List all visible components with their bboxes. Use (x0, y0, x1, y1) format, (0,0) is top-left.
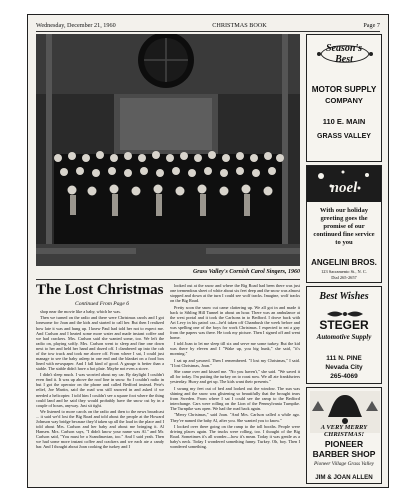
ad4-sign: A VERY MERRY CHRISTMAS! (320, 424, 368, 438)
story-paragraph: I didn't sleep much. I was worried about my car. By daylight I couldn't even find it. It was up above the roof line in snow. So I couldn't radio in but I got the operator on the phone and called Bedford instead. Pete's relief, Joe Martin, said the road was still snowed in and asked if we needed a helicopter. I told him I couldn't see a square foot where the thing could land and he said they would probably have the snow cut by in a couple of hours, anyway. Just sit tight. (36, 372, 164, 408)
story-paragraph: I told Joan to let me sleep till six and serve me some turkey. But the kid was there by eleven and I "Wake up, you big hunk," she said, "it's morning." (170, 341, 300, 357)
story-paragraph: She came over and kissed me. "No you haven't," she said. "We saved it all for today. I'm putting the turkey on to roast now. We all ate frankfurters yesterday. Hurry and get up. The kids want their presents." (170, 369, 300, 385)
noel-banner (307, 166, 381, 202)
ad4-owners: JIM & JOAN ALLEN (315, 474, 373, 481)
ad3-city: Nevada City (325, 364, 363, 371)
ad1-greeting-line2: Best (335, 54, 353, 65)
story-paragraph: Then we turned on the radio and there were Christmas carols and I got lonesome for Joan and the kids and started to call her. But then I realized how late it was and hung up. I knew Paul had told her not to expect me. And Carlson and I heated some more water and made instant coffee and we had crackers. Mrs. Carlson said she wanted some, too. We left the radio on, playing softly. Mrs. Carlson went to sleep and fine one down next to her and held her hand and dozed off. I clambered up into the cab of the tow truck and took me above off. From where I sat, I could just manage to see the baby asleep in one end and the blanket on a food box lined with newspaper. And I fall kind of good. A garage is better than a stable. The stable didn't have a hot plate. Maybe not even a stove. (36, 315, 164, 371)
story-title: The Lost Christmas (36, 282, 164, 298)
story-paragraph: shop near the movie like a baby, which he was. (40, 309, 121, 314)
story-paragraph: looked out at the snow and where the Big Road had been there was just one tremendous sheet of white about six feet deep and the snow was almost stopped and down at the turn I could see wolf tracks. Imagine, wolf tracks on the Big Road. (170, 283, 300, 304)
ad2-business-name: ANGELINI BROS. (311, 258, 377, 267)
story-paragraph: We listened to more carols on the radio and then to the news broadcast ... it said we'd lost the Big Road and told about the people at the Howard Johnson way bridge because they'd taken up all the load in the place and I told about Mrs. Carlson and her baby and about me bringing it. Al Hansen. Mrs. Carlson says, "I didn't know your name was Al." and Mr. Carlson said, "You must be a Scandinavian, too." And I said yeah. Then we had some more instant coffee and crackers and we each ate a candy bar. And I thought about Joan cooking the turkey and I (36, 409, 164, 450)
newspaper-page (27, 14, 389, 488)
ad3-phone: 265-4069 (330, 373, 358, 380)
story-paragraph: I looked over there going on the ramp to the toll booths. People were driving places again. The trucks were rolling, too. I thought of the Big Road. Sometimes it's all wonder—how it's mean. Today it was gentle as a baby's neck. Today I wondered something funny. Turkey. Oh, boy. Then I wondered something. (170, 423, 300, 450)
ad-steger-automotive (306, 286, 382, 384)
header-date: Wednesday, December 21, 1960 (36, 21, 116, 29)
ads-column (306, 34, 382, 484)
choir-photo-image (36, 34, 300, 266)
ad4-business-name: PIONEER BARBER SHOP (312, 439, 376, 459)
choir-photo (36, 34, 300, 266)
story-paragraph: I sat up and yawned. Then I remembered. "I lost my Christmas," I said. "I lost Christmas, Joan." (170, 357, 300, 368)
ad2-message: With our holiday greeting goes the promise of our continued fine service to you (313, 207, 375, 246)
story-continued-note: Continued From Page 6 (74, 301, 129, 307)
ad3-business-name: STEGER (319, 318, 369, 332)
ad1-company: COMPANY (325, 96, 363, 105)
photo-caption: Grass Valley's Cornish Carol Singers, 1960 (192, 269, 300, 275)
holly-icon (325, 306, 365, 316)
story-paragraph: I swung my feet out of bed and looked out the window. The sun was shining and the snow was glistening so beautifully that the brought tears from Sweden. From where I sat I could see the ramp to the Bedford interchange. Cars were rolling on the Lion of the Pennsylvania Turnpike. The Turnpike was open. We had the road back again. (170, 385, 300, 412)
ad1-address: 110 E. MAIN (322, 117, 366, 126)
header-section: CHRISTMAS BOOK (212, 21, 267, 29)
story-column-1 (36, 309, 164, 484)
ad1-greeting-line1: Season's (325, 43, 363, 54)
ad2-address: 123 Sacramento St., N. C. (321, 269, 367, 274)
ad2-headline: noel (330, 180, 358, 196)
divider-rule (36, 279, 300, 280)
ad4-location: Pioneer Village Grass Valley (314, 461, 374, 467)
ad1-business-name: MOTOR SUPPLY (311, 85, 377, 94)
story-paragraph: "Merry Christmas," said Joan. "And Mrs. Carlson called a while ago. They've named the baby Al, after you. She wanted you to know." (170, 412, 300, 423)
story-paragraph: Pretty soon the snow cut came clattering up. We all got in and made it back to Sibling Hill Tunnel in about an hour. There was an ambulance at the west portal and it took the Carlsons in to Bedford. I drove back with Art Levy in his patrol car—he'd taken off Chambush the week before and was spelling one of the boys for work Christmas. I expected to eat a guy from the papers was there. He took my picture. Then I signed off and went home. (170, 304, 300, 340)
ad3-greeting: Best Wishes (319, 291, 369, 302)
story-column-2 (170, 283, 300, 484)
ad-motor-supply (306, 34, 382, 162)
ad3-subtitle: Automotive Supply (316, 333, 372, 341)
header-page-number: Page 7 (363, 21, 380, 29)
ad3-address: 111 N. PINE (326, 355, 362, 362)
page-header (36, 19, 380, 32)
ad-pioneer-barber (306, 387, 382, 484)
ad2-phone: Dial 265-2657 (331, 275, 357, 280)
ad-angelini-bros (306, 165, 382, 283)
ad1-city: GRASS VALLEY (317, 133, 371, 140)
